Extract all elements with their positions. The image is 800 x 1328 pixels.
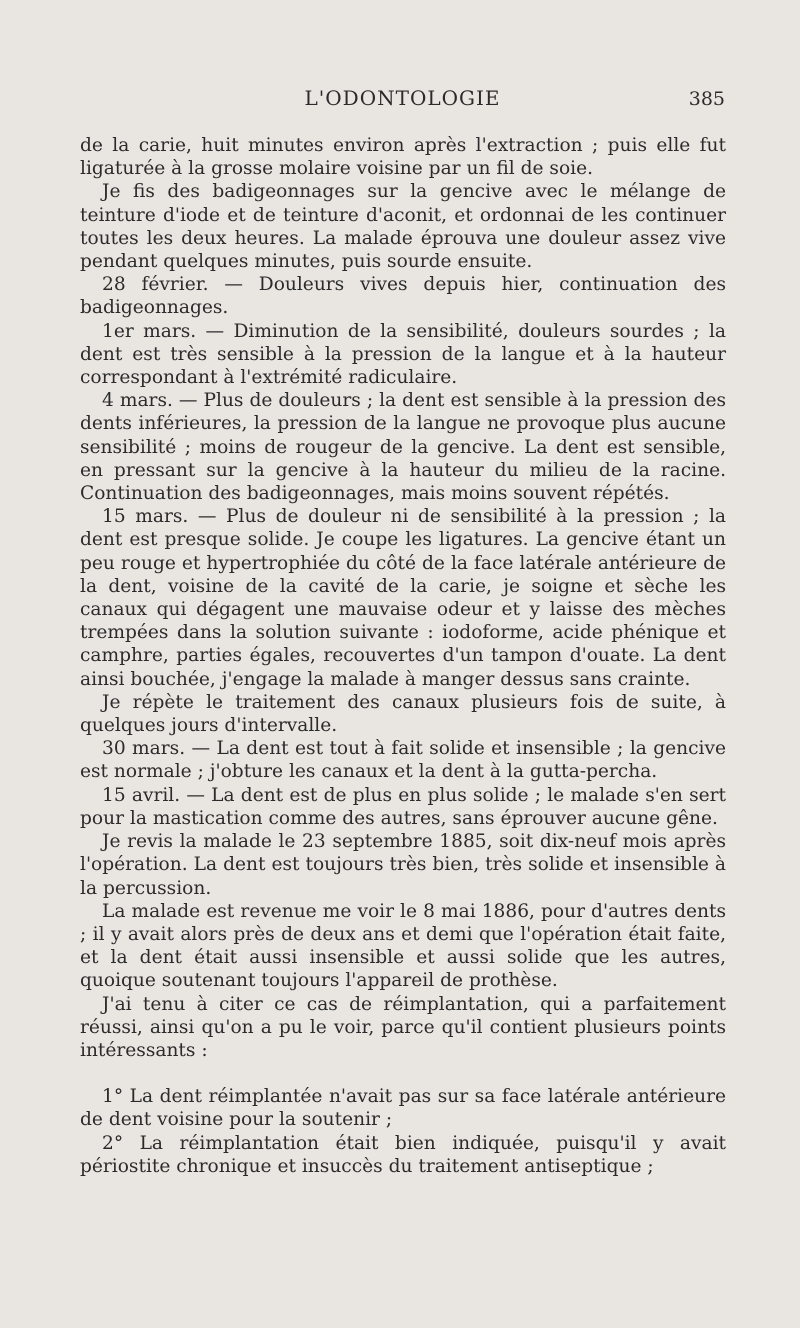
list-item: 1° La dent réimplantée n'avait pas sur sa face latérale antérieure de dent voisine pour la soutenir ; — [80, 1086, 726, 1131]
paragraph: Je revis la malade le 23 septembre 1885, soit dix-neuf mois après l'opération. La dent est toujours très bien, très solide et insensible à la percussion. — [80, 831, 726, 899]
paragraph: 30 mars. — La dent est tout à fait solide et insensible ; la gencive est normale ; j'obture les canaux et la dent à la gutta-percha. — [80, 738, 726, 783]
body-text — [80, 134, 726, 1178]
paragraph: 15 mars. — Plus de douleur ni de sensibilité à la pression ; la dent est presque solide. Je coupe les ligatures. La gencive étant un peu rouge et hypertrophiée du côté de la face latérale antérieure de la dent, voisine de la cavité de la carie, je soigne et sèche les canaux qui dégagent une mauvaise odeur et y laisse des mèches trempées dans la solution suivante : iodoforme, acide phénique et camphre, parties égales, recouvertes d'un tampon d'ouate. La dent ainsi bouchée, j'engage la malade à manger dessus sans crainte. — [80, 506, 726, 690]
paragraph: 4 mars. — Plus de douleurs ; la dent est sensible à la pression des dents inférieures, la pression de la langue ne provoque plus aucune sensibilité ; moins de rougeur de la gencive. La dent est sensible, en pressant sur la gencive à la hauteur du milieu de la racine. Continuation des badigeonnages, mais moins souvent répétés. — [80, 390, 726, 505]
list-item: 2° La réimplantation était bien indiquée, puisqu'il y avait périostite chronique et insuccès du traitement antiseptique ; — [80, 1132, 726, 1177]
paragraph: 28 février. — Douleurs vives depuis hier, continuation des badigeonnages. — [80, 274, 726, 319]
paragraph: 15 avril. — La dent est de plus en plus solide ; le malade s'en sert pour la mastication comme des autres, sans éprouver aucune gêne. — [80, 784, 726, 829]
paragraph: 1er mars. — Diminution de la sensibilité, douleurs sourdes ; la dent est très sensible à la pression de la langue et à la hauteur correspondant à l'extrémité radiculaire. — [80, 320, 726, 389]
journal-title: L'ODONTOLOGIE — [304, 86, 501, 110]
running-header — [80, 86, 725, 116]
paragraph: Je répète le traitement des canaux plusieurs fois de suite, à quelques jours d'intervalle. — [80, 691, 726, 737]
paragraph: J'ai tenu à citer ce cas de réimplantation, qui a parfaitement réussi, ainsi qu'on a pu le voir, parce qu'il contient plusieurs points intéressants : — [80, 993, 726, 1061]
paragraph: Je fis des badigeonnages sur la gencive avec le mélange de teinture d'iode et de teinture d'aconit, et ordonnai de les continuer toutes les deux heures. La malade éprouva une douleur assez vive pendant quelques minutes, puis sourde ensuite. — [80, 181, 726, 273]
paragraph: La malade est revenue me voir le 8 mai 1886, pour d'autres dents ; il y avait alors près de deux ans et demi que l'opération était faite, et la dent était aussi insensible et aussi solide que les autres, quoique soutenant toujours l'appareil de prothèse. — [80, 900, 726, 992]
paragraph: de la carie, huit minutes environ après l'extraction ; puis elle fut ligaturée à la grosse molaire voisine par un fil de soie. — [80, 135, 726, 180]
page-number: 385 — [688, 88, 725, 110]
